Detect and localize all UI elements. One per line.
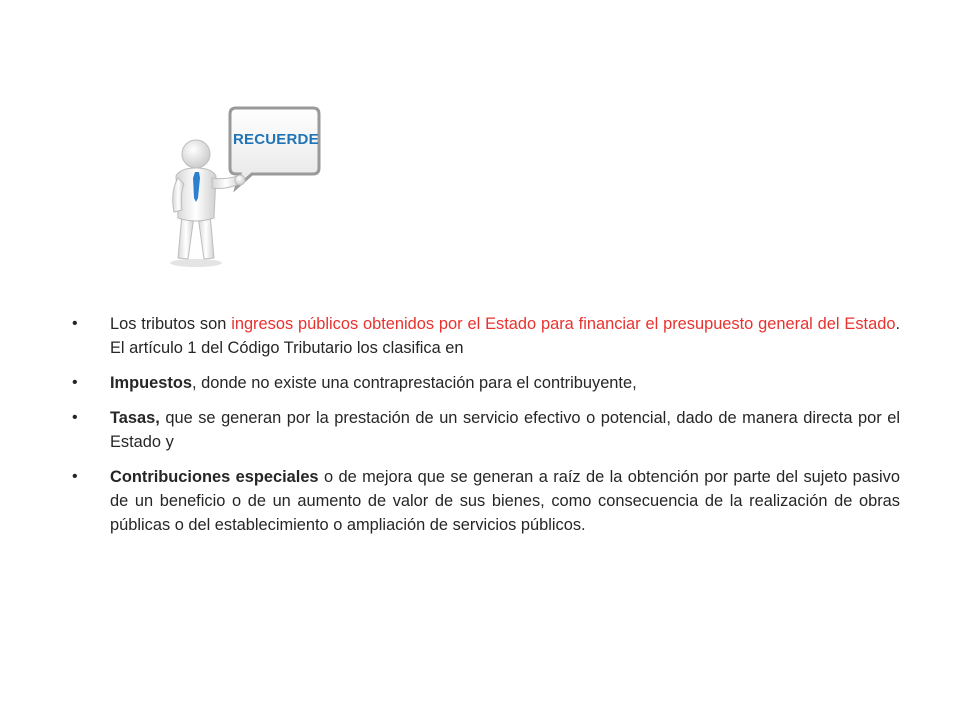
list-item bbox=[72, 371, 900, 395]
tasas-term: Tasas, bbox=[110, 409, 160, 427]
list-item bbox=[72, 465, 900, 537]
tributos-lead: Los tributos son bbox=[110, 315, 232, 333]
impuestos-text: , donde no existe una contraprestación para el contribuyente, bbox=[191, 374, 637, 392]
tasas-text: que se generan por la prestación de un servicio efectivo o potencial, dado de manera directa por el Estado y bbox=[110, 409, 900, 451]
figure-shadow bbox=[170, 259, 222, 267]
bullet-icon: • bbox=[72, 315, 78, 332]
tributos-highlight: ingresos públicos obtenidos por el Estado para financiar el presupuesto general del Estado bbox=[231, 315, 896, 333]
impuestos-term: Impuestos bbox=[110, 374, 192, 392]
figure-head bbox=[182, 140, 210, 168]
list-item bbox=[72, 406, 900, 454]
contribuciones-text: o de mejora que se generan a raíz de la obtención por parte del sujeto pasivo de un beneficio o de un aumento de valor de sus bienes, como consecuencia de la realización de obras públicas o del establecimiento o ampliación de servicios públicos. bbox=[110, 468, 900, 534]
bullet-icon: • bbox=[72, 409, 78, 426]
contribuciones-term: Contribuciones especiales bbox=[110, 468, 319, 486]
bullet-icon: • bbox=[72, 468, 78, 485]
bullet-list bbox=[72, 312, 900, 548]
figure-body bbox=[173, 168, 245, 221]
tributos-tail: . El artículo 1 del Código Tributario los clasifica en bbox=[110, 315, 901, 357]
bullet-icon: • bbox=[72, 374, 78, 391]
recuerde-label: RECUERDE bbox=[233, 131, 319, 148]
list-item bbox=[72, 312, 900, 360]
